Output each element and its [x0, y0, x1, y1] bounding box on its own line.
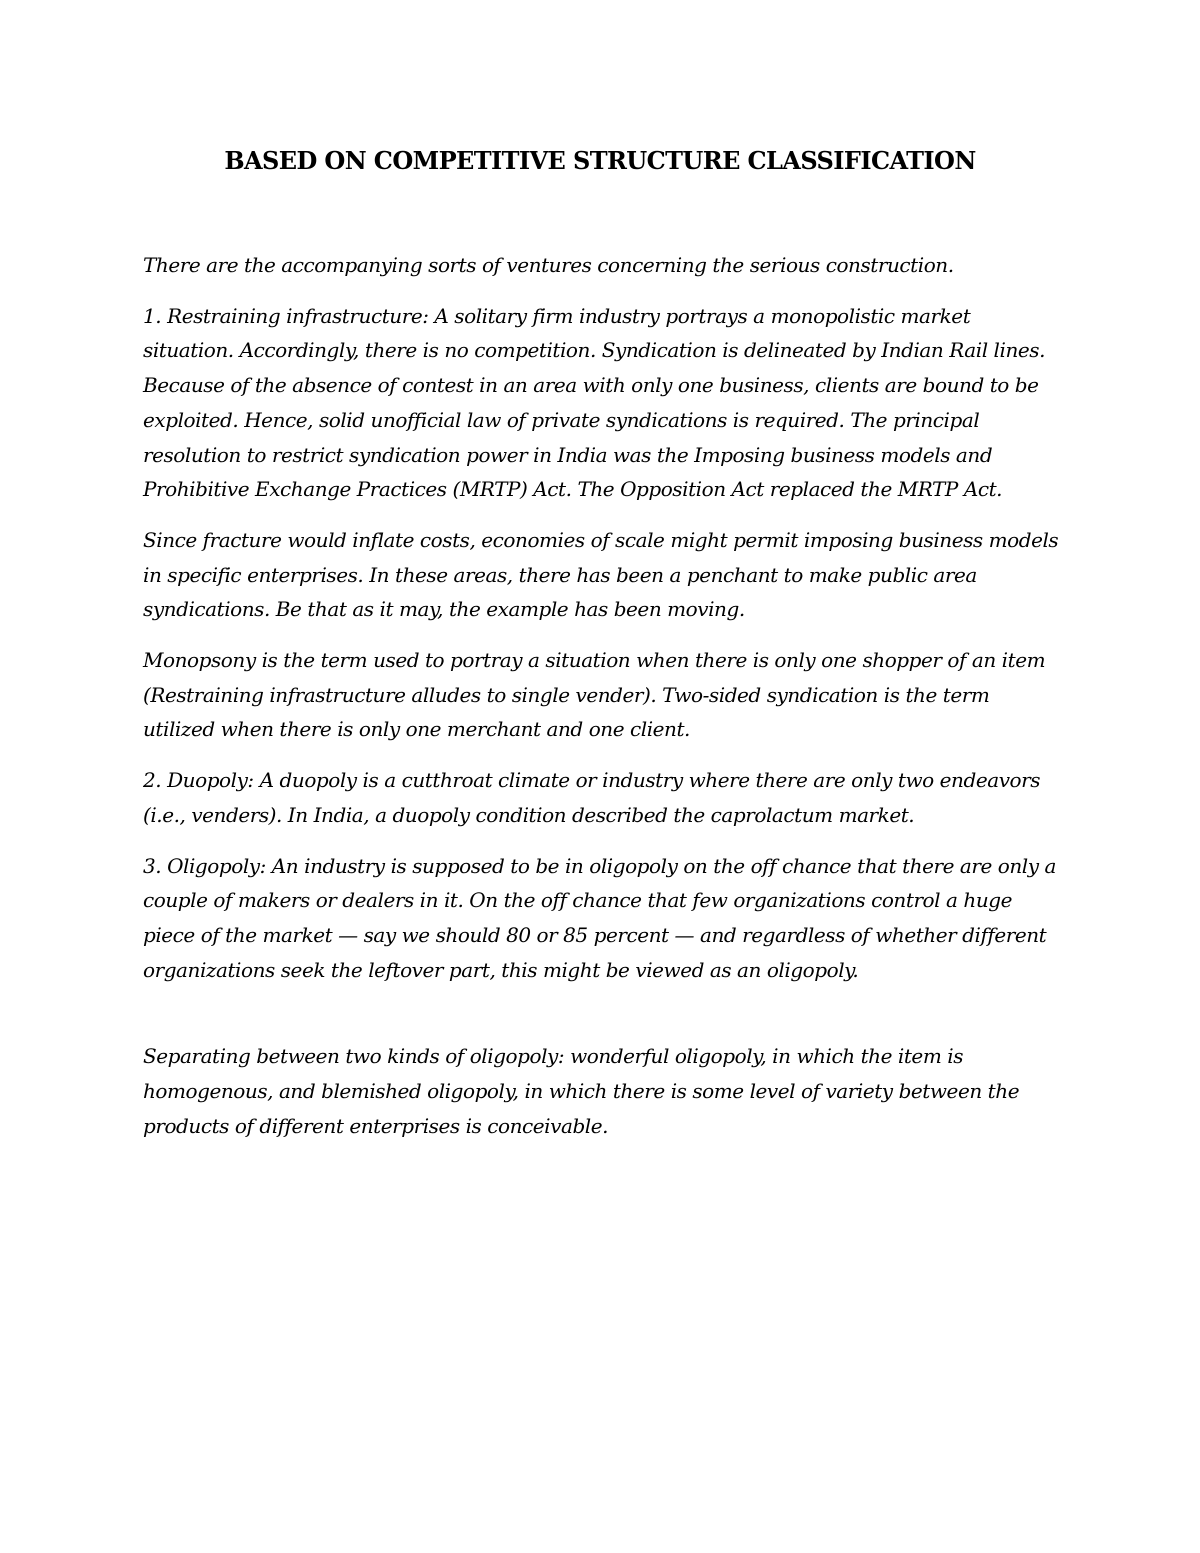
paragraph-oligopoly-kinds: Separating between two kinds of oligopoly: wonderful oligopoly, in which the item is homogenous, and blemished oligopoly, in which there is some level of variety between the products of different enterprises is conceivable. — [143, 1044, 1020, 1138]
paragraph-economies-of-scale: Since fracture would inflate costs, economies of scale might permit imposing business models in specific enterprises. In these areas, there has been a penchant to make public area syndications. Be that as it may, the example has been moving. — [143, 527, 1059, 622]
paragraph-intro: There are the accompanying sorts of ventures concerning the serious construction. — [143, 253, 954, 277]
paragraph-duopoly: 2. Duopoly: A duopoly is a cutthroat climate or industry where there are only two endeavors (i.e., venders). In India, a duopoly condition described the caprolactum market. — [143, 768, 1041, 827]
paragraph-oligopoly: 3. Oligopoly: An industry is supposed to be in oligopoly on the off chance that there are only a couple of makers or dealers in it. On the off chance that few organizations control a huge piece of the market — say we should 80 or 85 percent — and regardless of whether different organizations seek the leftover part, this might be viewed as an oligopoly. — [143, 853, 1056, 982]
document-body — [143, 248, 1063, 1159]
document-title: BASED ON COMPETITIVE STRUCTURE CLASSIFICATION — [224, 146, 976, 175]
paragraph-monopoly: 1. Restraining infrastructure: A solitary firm industry portrays a monopolistic market situation. Accordingly, there is no competition. Syndication is delineated by Indian Rail lines. Because of the absence of contest in an area with only one business, clients are bound to be exploited. Hence, solid unofficial law of private syndications is required. The principal resolution to restrict syndication power in India was the Imposing business models and Prohibitive Exchange Practices (MRTP) Act. The Opposition Act replaced the MRTP Act. — [143, 303, 1045, 502]
paragraph-monopsony: Monopsony is the term used to portray a situation when there is only one shopper of an item (Restraining infrastructure alludes to single vender). Two-sided syndication is the term utilized when there is only one merchant and one client. — [143, 648, 1046, 742]
